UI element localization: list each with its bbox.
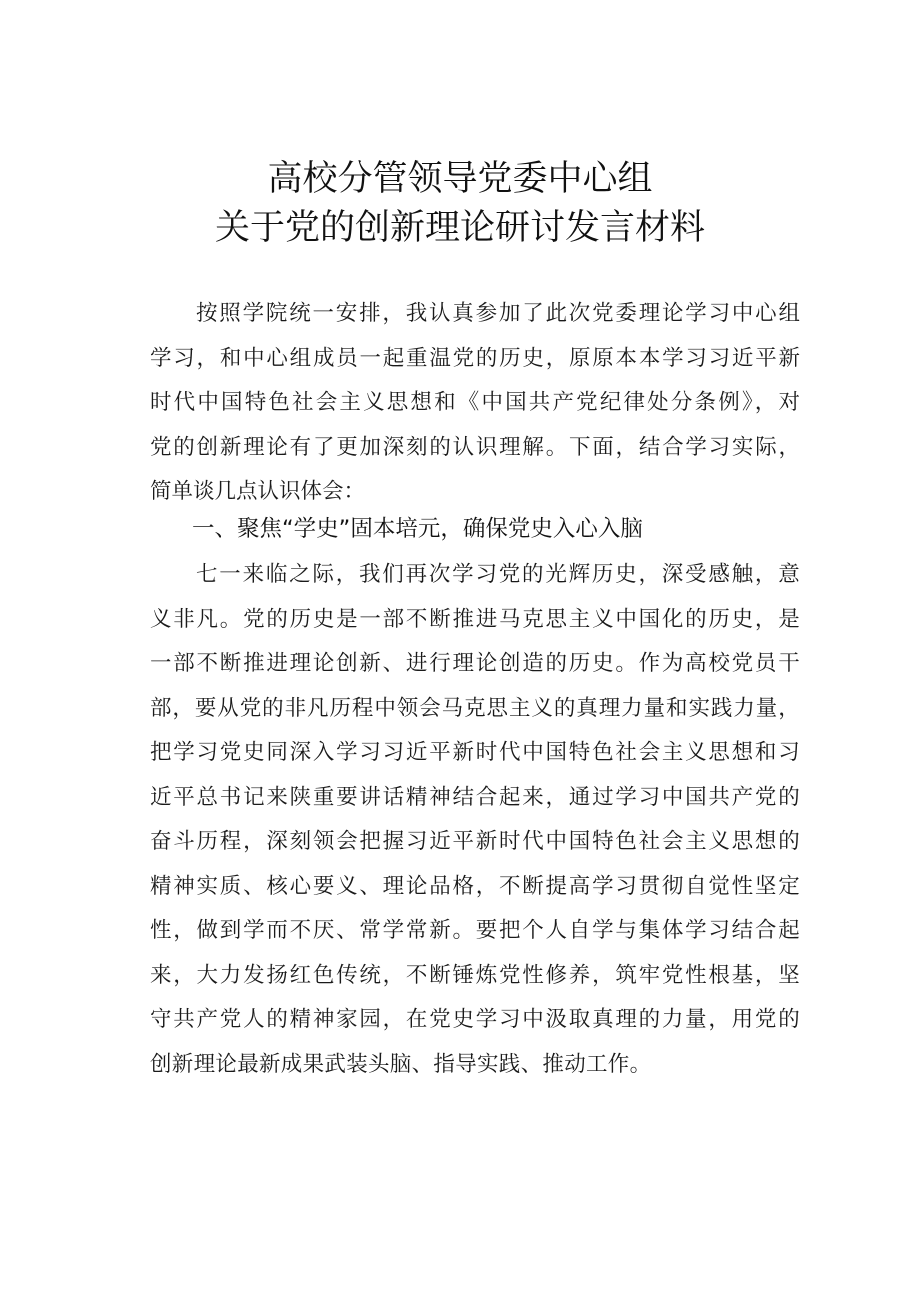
paragraph-line: 近平总书记来陕重要讲话精神结合起来，通过学习中国共产党的 [150,784,800,810]
paragraph-line: 创新理论最新成果武装头脑、指导实践、推动工作。 [150,1051,652,1077]
document-title-line-2: 关于党的创新理论研讨发言材料 [214,208,705,248]
paragraph-line: 性，做到学而不厌、常学常新。要把个人自学与集体学习结合起 [150,918,800,943]
paragraph-line: 学习，和中心组成员一起重温党的历史，原原本本学习习近平新 [150,345,800,371]
intro-paragraph [150,292,800,515]
paragraph-line: 奋斗历程，深刻领会把握习近平新时代中国特色社会主义思想的 [150,829,800,854]
paragraph-line: 时代中国特色社会主义思想和《中国共产党纪律处分条例》，对 [150,390,800,415]
paragraph-line: 来，大力发扬红色传统，不断锤炼党性修养，筑牢党性根基，坚 [150,962,800,988]
paragraph-line: 义非凡。党的历史是一部不断推进马克思主义中国化的历史，是 [150,606,800,632]
paragraph-line: 党的创新理论有了更加深刻的认识理解。下面，结合学习实际， [150,434,800,460]
paragraph-line: 简单谈几点认识体会： [150,479,366,504]
paragraph-line: 把学习党史同深入学习习近平新时代中国特色社会主义思想和习 [150,740,800,765]
paragraph-line: 守共产党人的精神家园，在党史学习中汲取真理的力量，用党的 [150,1007,800,1032]
section-heading: 一、聚焦“学史”固本培元，确保党史入心入脑 [192,516,643,542]
document-title-line-1: 高校分管领导党委中心组 [267,159,653,199]
paragraph-line: 精神实质、核心要义、理论品格，不断提高学习贯彻自觉性坚定 [150,873,800,899]
paragraph-line: 部，要从党的非凡历程中领会马克思主义的真理力量和实践力量， [150,695,800,721]
paragraph-line: 按照学院统一安排，我认真参加了此次党委理论学习中心组 [196,301,800,326]
section-1-paragraph [150,553,800,1087]
paragraph-line: 七一来临之际，我们再次学习党的光辉历史，深受感触，意 [196,562,800,587]
paragraph-line: 一部不断推进理论创新、进行理论创造的历史。作为高校党员干 [150,651,800,676]
